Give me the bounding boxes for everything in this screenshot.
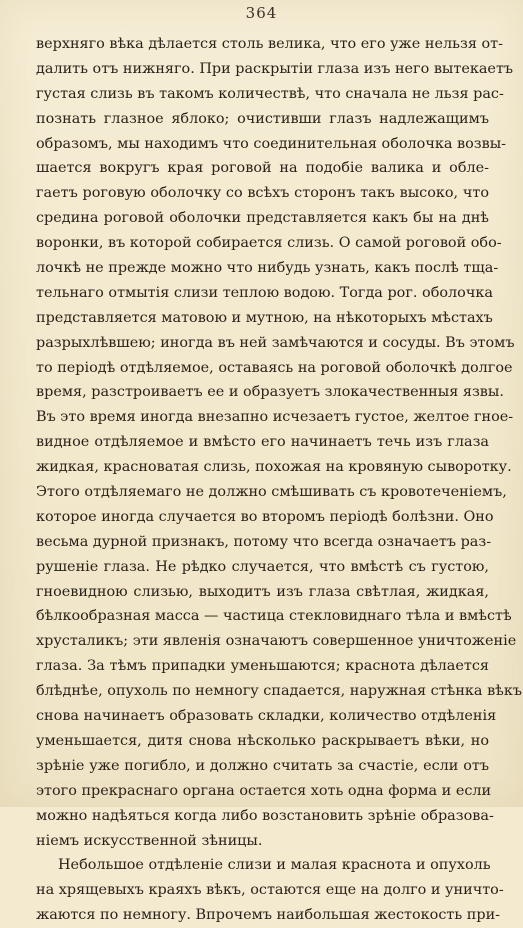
text-line: лочкѣ не прежде можно что нибудь узнать, какъ послѣ тща- (36, 260, 499, 277)
text-line: видное отдѣляемое и вмѣсто его начинаетъ течь изъ глаза (36, 434, 489, 451)
text-line: жидкая, красноватая слизь, похожая на кровяную сыворотку. (36, 459, 512, 476)
text-line: которое иногда случается во второмъ періодѣ болѣзни. Оно (36, 508, 494, 525)
text-line: время, разстроиваетъ ее и образуетъ злокачественныя язвы. (36, 384, 504, 401)
text-line: воронки, въ которой собирается слизь. О самой роговой обо- (36, 235, 502, 252)
text-line: блѣднѣе, опухоль по немногу спадается, наружная стѣнка вѣкъ (36, 683, 523, 700)
text-line: Небольшое отдѣленіе слизи и малая краснота и опухоль (58, 857, 491, 874)
text-line: образомъ, мы находимъ что соединительная оболочка возвы- (36, 135, 507, 152)
text-line: снова начинаетъ образовать складки, количество отдѣленія (36, 708, 497, 725)
text-line: уменьшается, дитя снова нѣсколько раскрываетъ вѣки, но (36, 732, 489, 749)
text-line: густая слизь въ такомъ количествѣ, что сначала не льзя рас- (36, 85, 504, 102)
text-line: гноевидною слизью, выходитъ изъ глаза свѣтлая, жидкая, (36, 583, 489, 600)
text-line: шается вокругъ края роговой на подобіе валика и обле- (36, 160, 489, 177)
text-line: рушеніе глаза. Не рѣдко случается, что вмѣстѣ съ густою, (36, 558, 489, 575)
text-line: жаются по немногу. Впрочемъ наибольшая жестокость при- (36, 907, 501, 924)
text-line: этого прекраснаго органа остается хоть одна форма и если (36, 782, 492, 799)
text-line: представляется матовою и мутною, на нѣкоторыхъ мѣстахъ (36, 309, 493, 326)
text-line: можно надѣяться когда либо возстановить зрѣніе образова- (36, 807, 494, 824)
text-line: Въ это время иногда внезапно исчезаетъ густое, желтое гное- (36, 409, 514, 426)
text-line: бѣлкообразная масса — частица стекловиднаго тѣла и вмѣстѣ (36, 608, 512, 625)
text-line: далить отъ нижняго. При раскрытіи глаза изъ него вытекаетъ (36, 60, 514, 77)
text-line: гаетъ роговую оболочку со всѣхъ сторонъ такъ высоко, что (36, 185, 489, 202)
page-number: 364 (245, 4, 278, 22)
text-line: весьма дурной признакъ, потому что всегда означаетъ раз- (36, 533, 492, 550)
text-line: на хрящевыхъ краяхъ вѣкъ, остаются еще на долго и уничто- (36, 882, 504, 899)
body-text (36, 32, 523, 928)
text-line: средина роговой оболочки представляется какъ бы на днѣ (36, 210, 489, 227)
text-line: верхняго вѣка дѣлается столь велика, что его уже нельзя от- (36, 36, 503, 52)
text-line: то періодѣ отдѣляемое, оставаясь на роговой оболочкѣ долгое (36, 359, 513, 376)
text-line: хрусталикъ; эти явленія означаютъ совершенное уничтоженіе (36, 633, 517, 650)
text-line: зрѣніе уже погибло, и должно считать за счастіе, если отъ (36, 757, 489, 774)
text-line: ніемъ искусственной зѣницы. (36, 832, 263, 849)
text-line: тельнаго отмытія слизи теплою водою. Тогда рог. оболочка (36, 284, 493, 301)
text-line: разрыхлѣвшею; иногда въ ней замѣчаются и сосуды. Въ этомъ (36, 334, 515, 351)
text-line: Этого отдѣляемаго не должно смѣшивать съ кровотеченіемъ, (36, 484, 507, 501)
text-line: познать глазное яблоко; очистивши глазъ надлежащимъ (36, 110, 489, 127)
text-line: глаза. За тѣмъ припадки уменьшаются; краснота дѣлается (36, 658, 489, 675)
